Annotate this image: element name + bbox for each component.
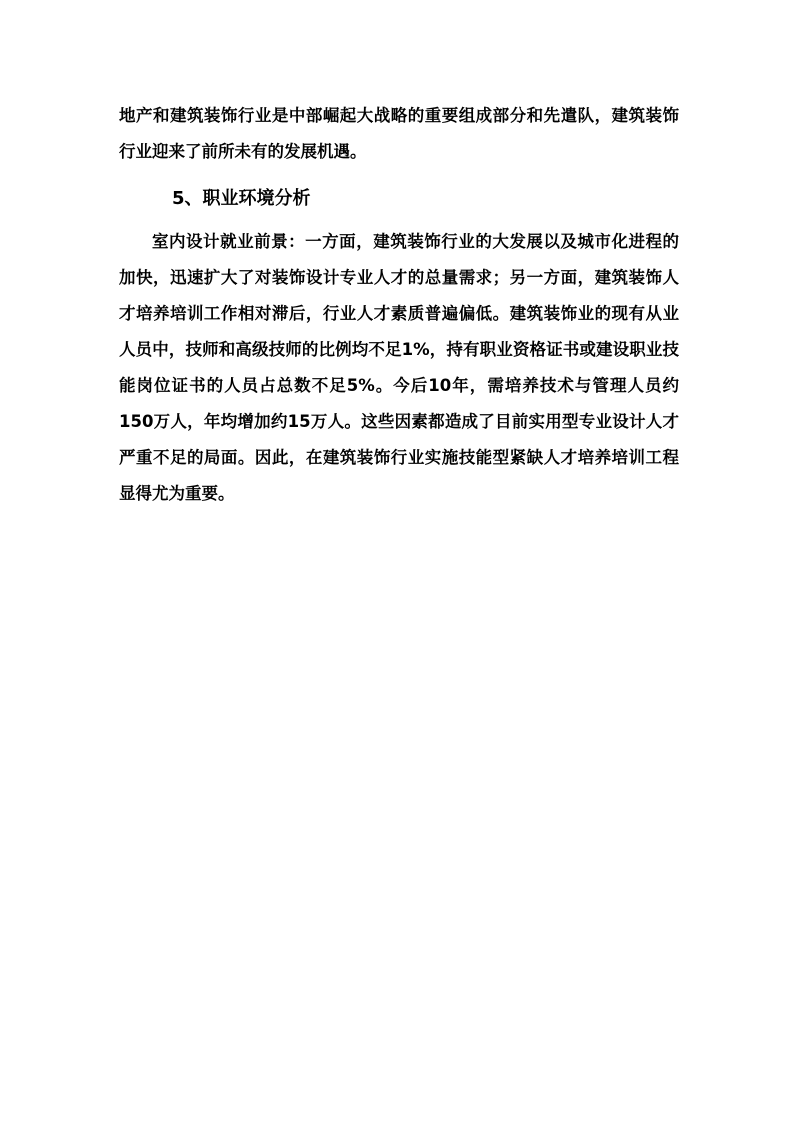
section-heading: 5、职业环境分析 bbox=[172, 188, 311, 209]
intro-paragraph: 地产和建筑装饰行业是中部崛起大战略的重要组成部分和先遣队，建筑装饰行业迎来了前所未有的发展机遇。 bbox=[119, 106, 679, 161]
main-paragraph: 室内设计就业前景：一方面，建筑装饰行业的大发展以及城市化进程的加快，迅速扩大了对装饰设计专业人才的总量需求；另一方面，建筑装饰人才培养培训工作相对滞后，行业人才素质普遍偏低。建筑装饰业的现有从业人员中，技师和高级技师的比例均不足1%，持有职业资格证书或建设职业技能岗位证书的人员占总数不足5%。今后10年，需培养技术与管理人员约150万人，年均增加约15万人。这些因素都造成了目前实用型专业设计人才严重不足的局面。因此，在建筑装饰行业实施技能型紧缺人才培养培训工程显得尤为重要。 bbox=[119, 232, 679, 503]
